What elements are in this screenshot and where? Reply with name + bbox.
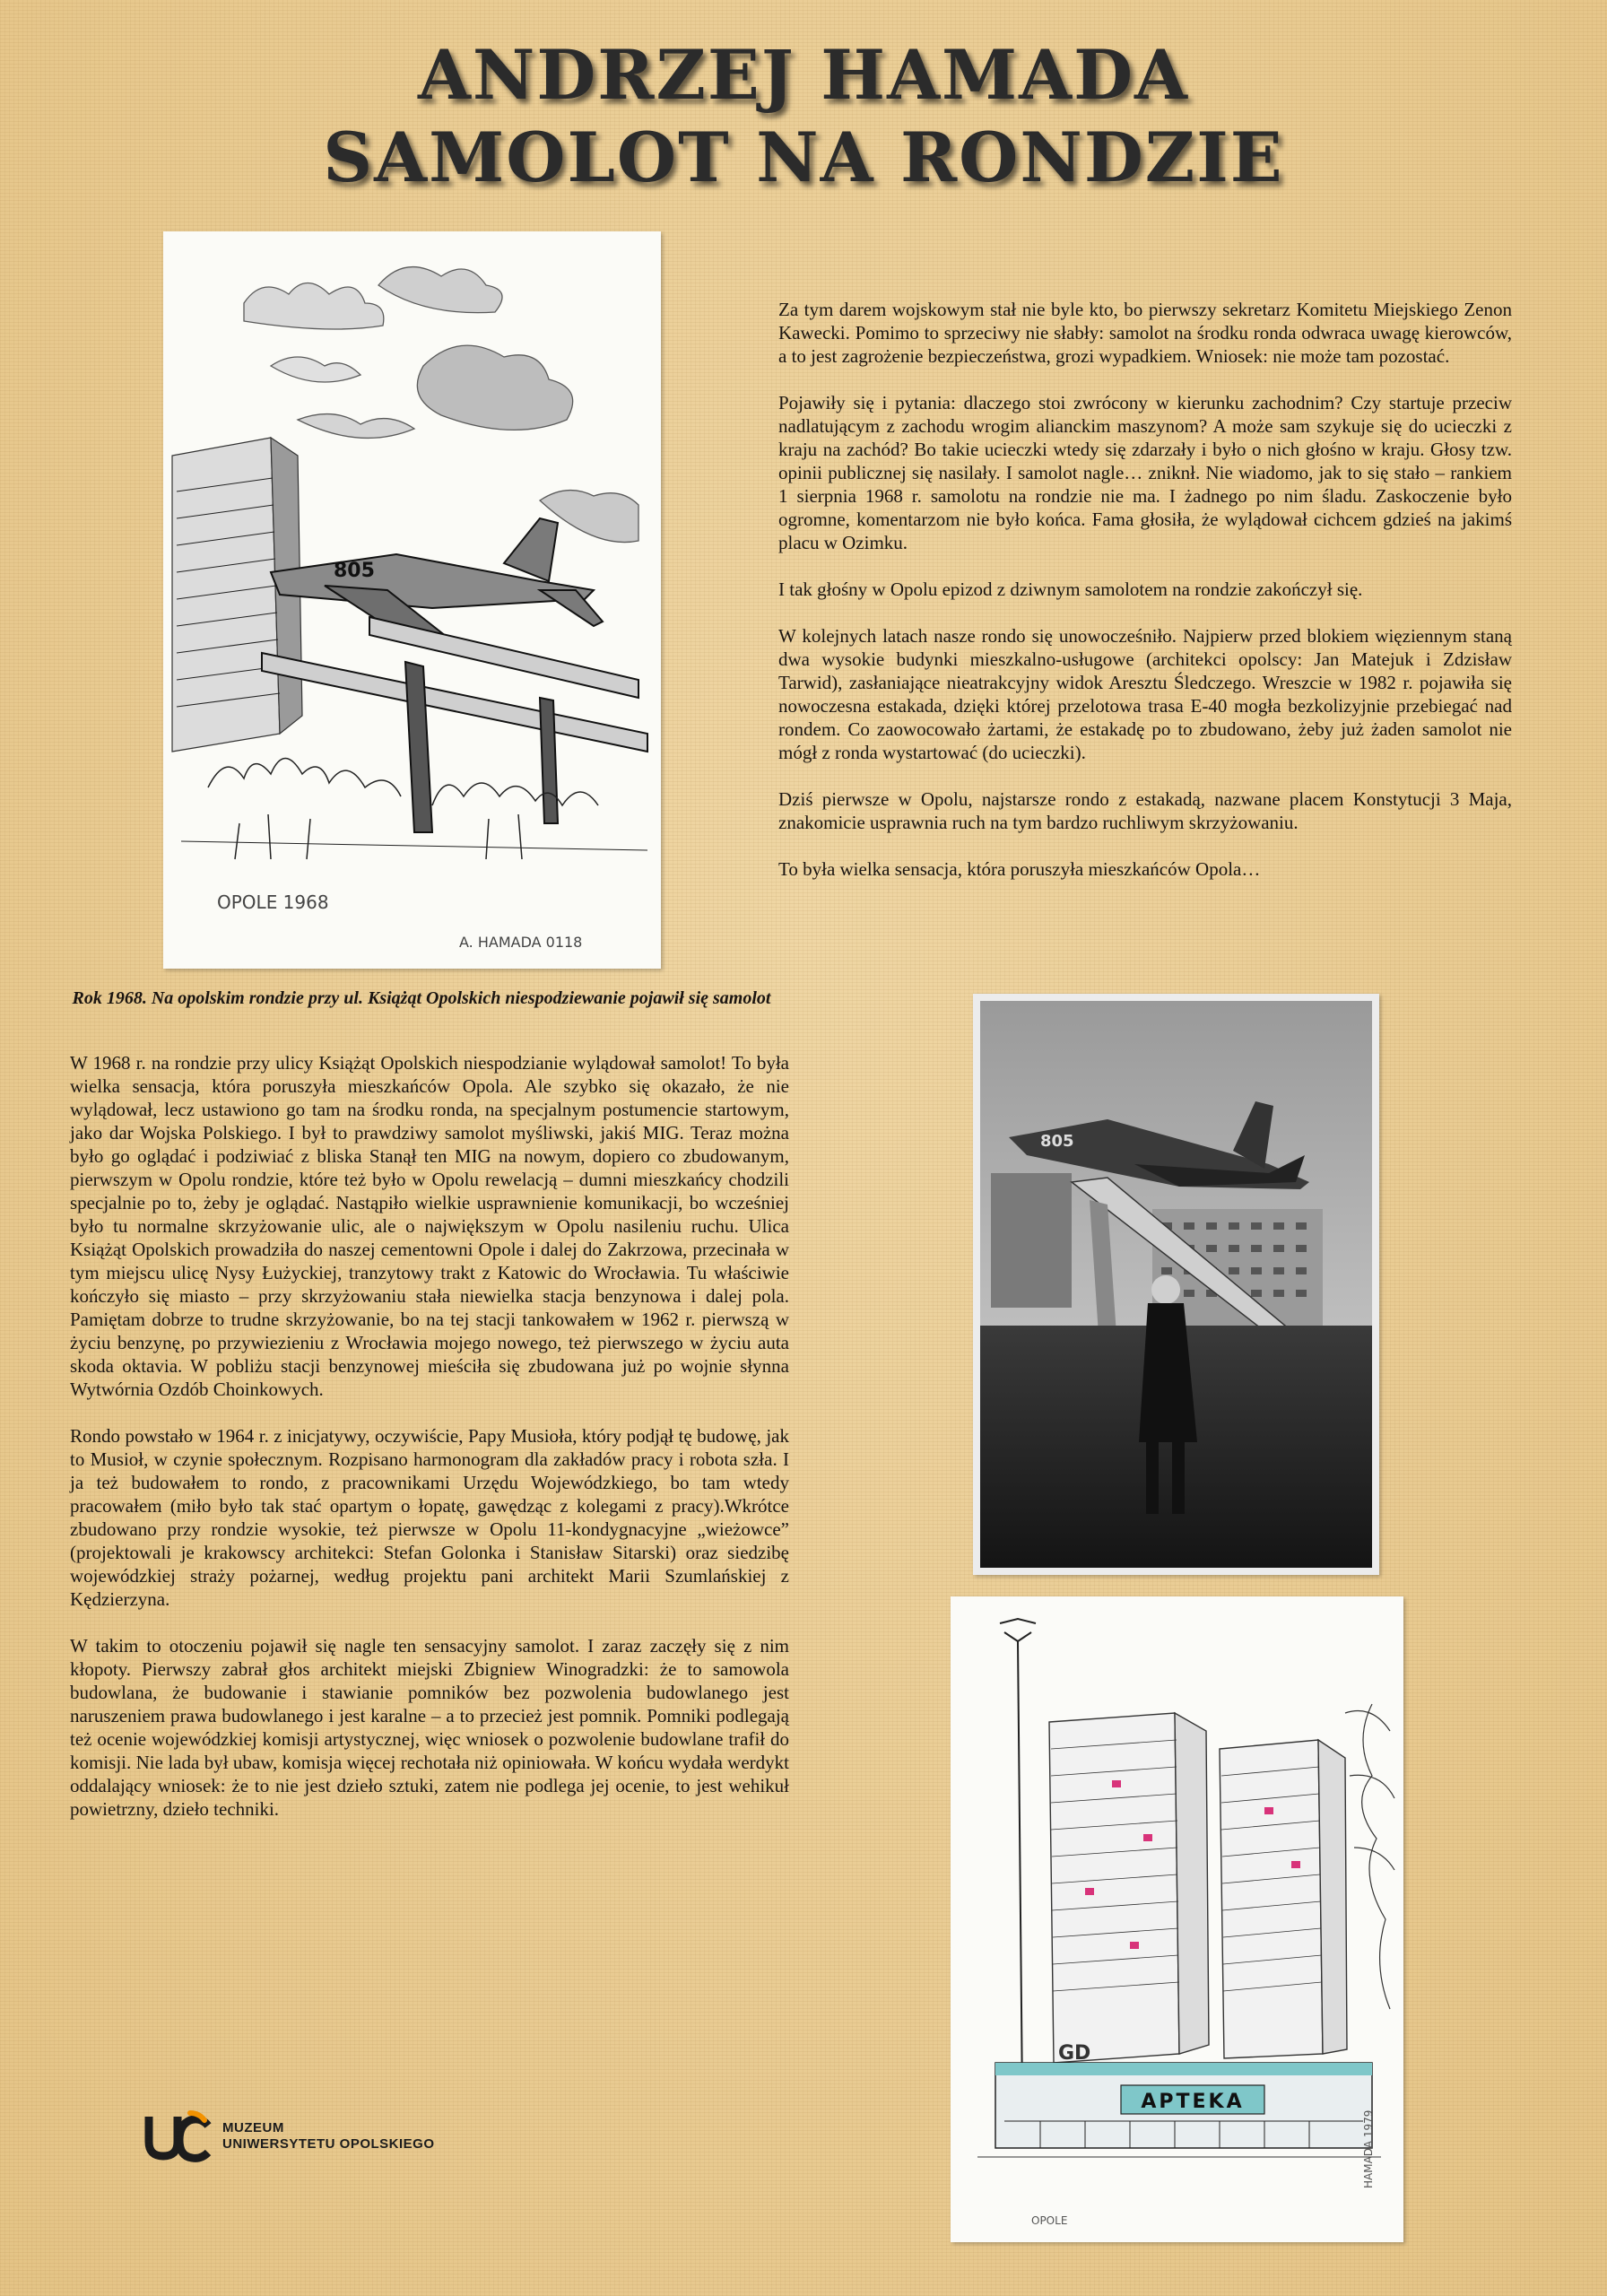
- title-line-2: SAMOLOT NA RONDZIE: [323, 117, 1284, 197]
- left-paragraph-3: W takim to otoczeniu pojawił się nagle ten sensacyjny samolot. I zaraz zaczęły się z nim kłopoty. Pierwszy zabrał głos architekt miejski Zbigniew Winogradzki: że to samowola budowlana, że budowanie i stawianie pomników bez pozwolenia budowlanego jest naruszeniem prawa budowlanego i jest karalne – a to przecież jest pomnik. Pomniki podlegają też ocenie wojewódzkiej komisji artystycznej, więc wniosek o pozwolenie budowlane trafił do komisji. Nie lada był ubaw, komisja więcej rechotała niż opiniowała. W końcu wydała werdykt oddalający wniosek: że to nie jest dzieło sztuki, zatem nie podlega jej ocenie, to jest wehikuł powietrzny, dzieło techniki.: [70, 1635, 789, 1820]
- svg-text:805: 805: [334, 560, 375, 582]
- right-paragraph-6: To była wielka sensacja, która poruszyła mieszkańców Opola…: [778, 858, 1261, 880]
- left-column-text: [70, 1051, 789, 1844]
- svg-text:805: 805: [1040, 1132, 1074, 1151]
- logo-line-1: MUZEUM: [222, 2120, 284, 2135]
- right-paragraph-3: I tak głośny w Opolu epizod z dziwnym samolotem na rondzie zakończył się.: [778, 578, 1363, 600]
- page-title: [0, 34, 1607, 199]
- logo-text: [222, 2120, 435, 2152]
- right-paragraph-2: Pojawiły się i pytania: dlaczego stoi zwrócony w kierunku zachodnim? Czy startuje przeciw nadlatującym z zachodu wrogim alianckim maszynom? A może sam szykuje się do ucieczki z kraju na zachód? Bo takie ucieczki wtedy się zdarzały i było o nich głośno w kraju. Głosy tzw. opinii publicznej się nasilały. I samolot nagle… zniknł. Nie wiadomo, jak to się stało – rankiem 1 sierpnia 1968 r. samolotu na rondzie nie ma. I żadnego po nim śladu. Zaskoczenie było ogromne, komentarzom nie było końca. Fama głosiła, że wylądował cichcem gdzieś na jakimś placu w Ozimku.: [778, 392, 1512, 553]
- title-line-1: ANDRZEJ HAMADA: [417, 35, 1190, 115]
- left-paragraph-1: W 1968 r. na rondzie przy ulicy Książąt Opolskich niespodzianie wylądował samolot! To była wielka sensacja, która poruszyła mieszkańców Opola. Ale szybko się okazało, że nie wylądował, lecz ustawiono go tam na środku ronda, na specjalnym postumencie startowym, jako dar Wojska Polskiego. I był to prawdziwy samolot myśliwski, jakiś MIG. Teraz można było go oglądać i podziwiać z bliska Stanął ten MIG na nowym, dopiero co zbudowanym, pierwszym w Opolu rondzie, które też było w Opolu rewelacją – dumni mieszkańcy chodzili specjalnie po to, żeby je oglądać. Nastąpiło wielkie usprawnienie komunikacji, bo wcześniej było tu normalne skrzyżowanie ulic, ale o największym w Opolu nasileniu ruchu. Ulica Książąt Opolskich prowadziła do naszej cementowni Opole i dalej do Zakrzowa, przecinała w tym miejscu ulicę Nysy Łużyckiej, tranzytowy trakt z Katowic do Wrocławia. Tu właściwie kończyło się miasto – przy skrzyżowaniu stała niewielka stacja benzynowa i dalej pola. Pamiętam dobrze to trudne skrzyżowanie, bo na tej stacji tankowałem w 1962 r. pierwszą w życiu benzynę, po przywiezieniu z Wrocławia mojego nowego, też pierwszego w życiu auta skoda oktavia. W pobliżu stacji benzynowej mieściła się zbudowana już po wojnie słynna Wytwórnia Ozdób Choinkowych.: [70, 1052, 789, 1400]
- photo-drawing: [973, 994, 1379, 1575]
- sketch2-label-city: OPOLE: [1031, 2214, 1068, 2227]
- sketch2-signature: HAMADA 1979: [1362, 2109, 1375, 2188]
- museum-logo: [143, 2108, 435, 2165]
- uo-logo-icon: [143, 2108, 215, 2165]
- right-paragraph-1: Za tym darem wojskowym stał nie byle kto, bo pierwszy sekretarz Komitetu Miejskiego Zenon Kawecki. Pomimo to sprzeciwy nie słabły: samolot na środku ronda odwraca uwagę kierowców, a to jest zagrożenie bezpieczeństwa, grozi wypadkiem. Wniosek: nie może tam pozostać.: [778, 299, 1512, 367]
- right-paragraph-5: Dziś pierwsze w Opolu, najstarsze rondo z estakadą, nazwane placem Konstytucji 3 Maja, znakomicie usprawnia ruch na tym bardzo ruchliwym skrzyżowaniu.: [778, 788, 1512, 833]
- sketch1-label-signature: A. HAMADA 0118: [459, 934, 583, 951]
- photo-boy-with-plane: [973, 994, 1379, 1575]
- right-column-text: [778, 298, 1512, 904]
- left-paragraph-2: Rondo powstało w 1964 r. z inicjatywy, oczywiście, Papy Musioła, który podjął tę budowę, jak to Musioł, w czynie społecznym. Rozpisano harmonogram dla zakładów pracy i robota szła. I ja też budowałem to rondo, z pracownikami Urzędu Wojewódzkiego, bo tam wtedy pracowałem (miło było tak stać opartym o łopatę, gawędząc z kolegami z pracy).Wkrótce zbudowano przy rondzie wysokie, też pierwsze w Opolu 11-kondygnacyjne „wieżowce” (projektowali je krakowscy architekci: Stefan Golonka i Stanisław Sitarski) oraz siedzibę wojewódzkiej straży pożarnej, według projektu pani architekt Marii Szumlańskiej z Kędzierzyna.: [70, 1425, 789, 1610]
- sketch-plane-1968: [163, 231, 661, 969]
- sketch2-drawing: [951, 1596, 1403, 2242]
- sketch-plane-drawing: [163, 231, 661, 969]
- right-paragraph-4: W kolejnych latach nasze rondo się unowocześniło. Najpierw przed blokiem więziennym staną dwa wysokie budynki mieszkalno-usługowe (architekci opolscy: Jan Matejuk i Zdzisław Tarwid), zasłaniające nieatrakcyjny widok Aresztu Śledczego. Wreszcie w 1982 r. pojawiła się nowoczesna estakada, dzięki której przelotowa trasa E-40 mogła bezkolizyjnie przebiegać nad rondem. Co zaowocowało żartami, że estakadę po to zbudowano, żeby już żaden samolot nie mógł z ronda wystartować (do ucieczki).: [778, 625, 1512, 763]
- sketch-caption: Rok 1968. Na opolskim rondzie przy ul. Książąt Opolskich niespodziewanie pojawił się samolot: [72, 988, 771, 1008]
- sketch2-sign-gd: GD: [1058, 2042, 1091, 2065]
- sketch2-sign-apteka: APTEKA: [1141, 2091, 1245, 2113]
- sketch-apteka-buildings: [951, 1596, 1403, 2242]
- logo-line-2: UNIWERSYTETU OPOLSKIEGO: [222, 2136, 435, 2152]
- sketch1-label-city: OPOLE 1968: [217, 891, 329, 913]
